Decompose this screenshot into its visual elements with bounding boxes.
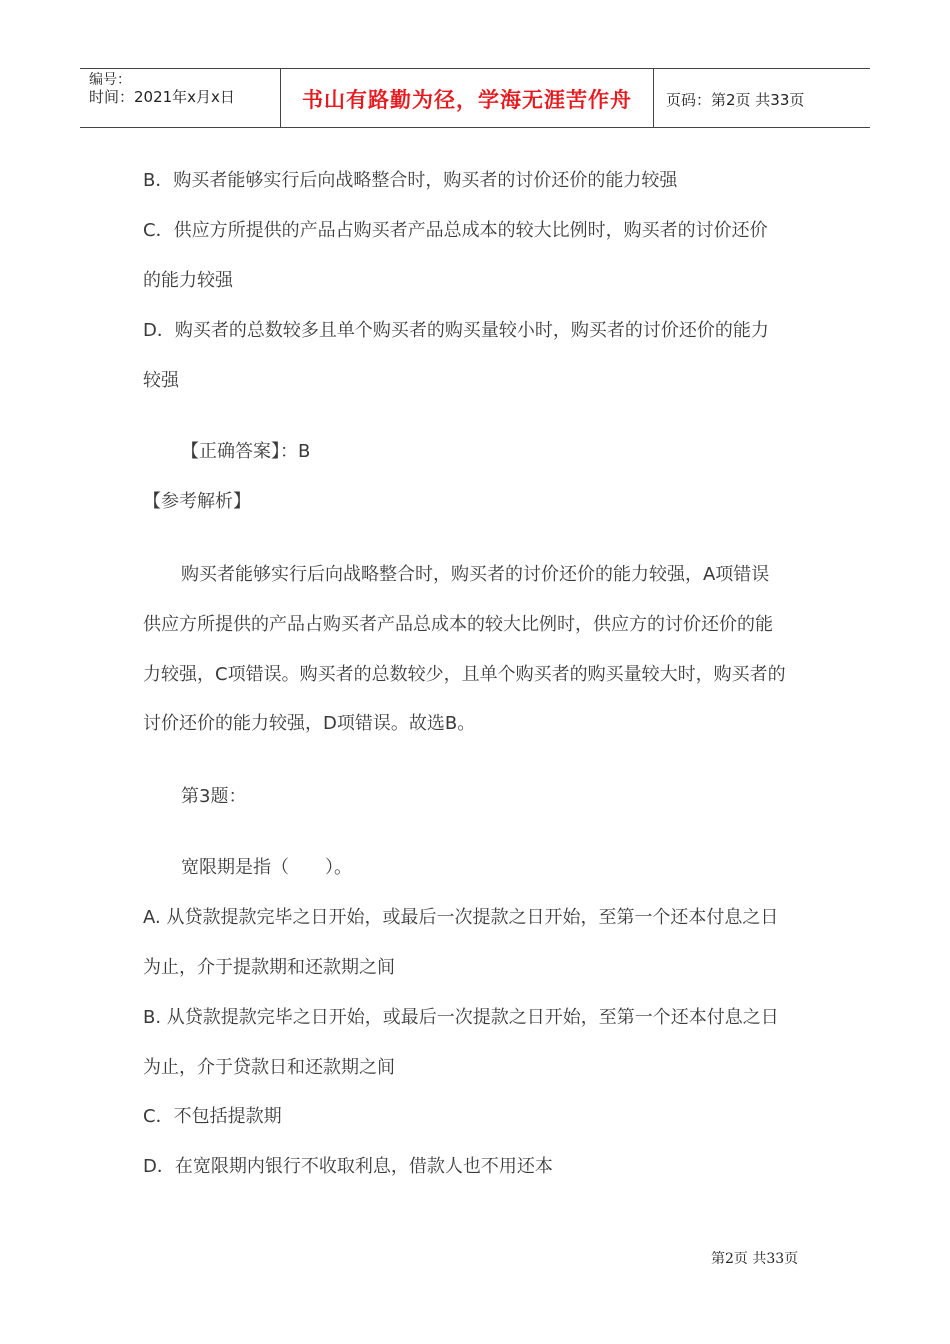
page-info: 页码：第2页 共33页 <box>666 91 805 109</box>
analysis-line-3: 力较强，C项错误。购买者的总数较少，且单个购买者的购买量较大时，购买者的 <box>143 664 786 685</box>
q3-option-a-line-2: 为止，介于提款期和还款期之间 <box>143 957 395 978</box>
option-c-line-2: 的能力较强 <box>143 270 233 291</box>
time-label: 时间：2021年x月x日 <box>89 88 235 106</box>
question-stem: 宽限期是指（ ）。 <box>181 857 352 878</box>
header-meta-cell <box>80 69 281 127</box>
q3-option-a-line-1: A. 从贷款提款完毕之日开始，或最后一次提款之日开始，至第一个还本付息之日 <box>143 907 779 928</box>
header-motto-cell <box>281 69 654 127</box>
number-label: 编号： <box>89 72 131 88</box>
q3-option-b-line-2: 为止，介于贷款日和还款期之间 <box>143 1057 395 1078</box>
page-header <box>80 68 870 128</box>
analysis-heading: 【参考解析】 <box>143 491 251 512</box>
q3-option-c: C．不包括提款期 <box>143 1106 282 1127</box>
q3-option-b-line-1: B. 从贷款提款完毕之日开始，或最后一次提款之日开始，至第一个还本付息之日 <box>143 1007 779 1028</box>
option-b-line: B．购买者能够实行后向战略整合时，购买者的讨价还价的能力较强 <box>143 170 678 191</box>
analysis-line-4: 讨价还价的能力较强，D项错误。故选B。 <box>143 713 476 734</box>
option-d-line-2: 较强 <box>143 370 179 391</box>
option-c-line-1: C．供应方所提供的产品占购买者产品总成本的较大比例时，购买者的讨价还价 <box>143 220 768 241</box>
motto: 书山有路勤为径，学海无涯苦作舟 <box>302 87 632 112</box>
question-number: 第3题： <box>181 786 247 807</box>
header-page-cell <box>654 69 870 127</box>
correct-answer: 【正确答案】：B <box>181 441 311 462</box>
option-d-line-1: D．购买者的总数较多且单个购买者的购买量较小时，购买者的讨价还价的能力 <box>143 320 769 341</box>
page-footer: 第2页 共33页 <box>711 1251 799 1267</box>
analysis-line-1: 购买者能够实行后向战略整合时，购买者的讨价还价的能力较强，A项错误 <box>181 564 770 585</box>
q3-option-d: D．在宽限期内银行不收取利息，借款人也不用还本 <box>143 1156 553 1177</box>
analysis-line-2: 供应方所提供的产品占购买者产品总成本的较大比例时，供应方的讨价还价的能 <box>143 614 773 635</box>
